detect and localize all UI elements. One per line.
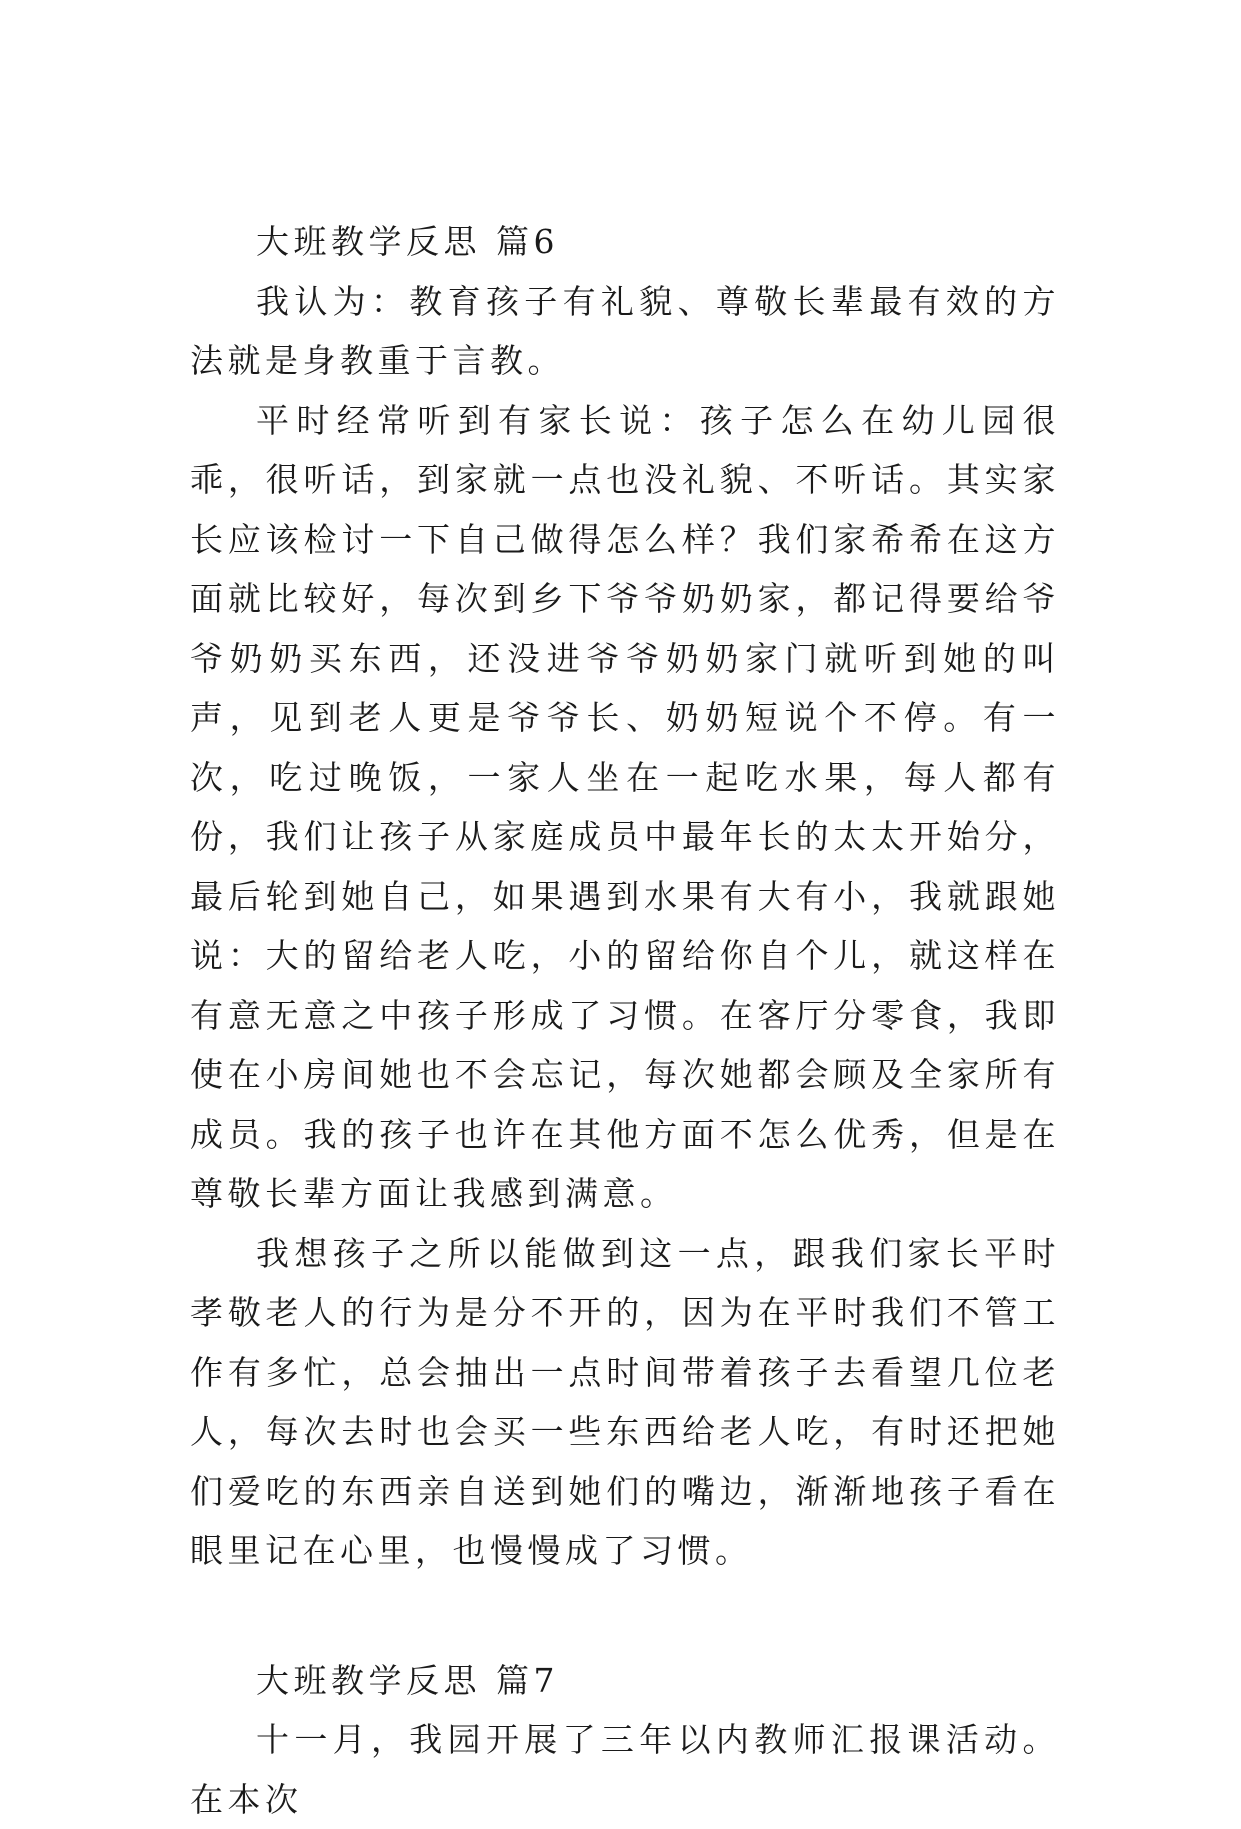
section-heading-7: 大班教学反思 篇7 [256, 1660, 559, 1700]
paragraph: 平时经常听到有家长说：孩子怎么在幼儿园很乖，很听话，到家就一点也没礼貌、不听话。其实家长应该检讨一下自己做得怎么样？我们家希希在这方面就比较好，每次到乡下爷爷奶奶家，都记得要给爷爷奶奶买东西，还没进爷爷奶奶家门就听到她的叫声，见到老人更是爷爷长、奶奶短说个不停。有一次，吃过晚饭，一家人坐在一起吃水果，每人都有份，我们让孩子从家庭成员中最年长的太太开始分，最后轮到她自己，如果遇到水果有大有小，我就跟她说：大的留给老人吃，小的留给你自个儿，就这样在有意无意之中孩子形成了习惯。在客厅分零食，我即使在小房间她也不会忘记，每次她都会顾及全家所有成员。我的孩子也许在其他方面不怎么优秀，但是在尊敬长辈方面让我感到满意。 [190, 400, 1060, 1213]
paragraph: 我想孩子之所以能做到这一点，跟我们家长平时孝敬老人的行为是分不开的，因为在平时我们不管工作有多忙，总会抽出一点时间带着孩子去看望几位老人，每次去时也会买一些东西给老人吃，有时还把她们爱吃的东西亲自送到她们的嘴边，渐渐地孩子看在眼里记在心里，也慢慢成了习惯。 [190, 1233, 1060, 1570]
paragraph: 十一月，我园开展了三年以内教师汇报课活动。在本次 [190, 1720, 1060, 1819]
document-body [190, 212, 1060, 1829]
paragraph: 我认为：教育孩子有礼貌、尊敬长辈最有效的方法就是身教重于言教。 [190, 281, 1060, 380]
section-gap [190, 1581, 1060, 1651]
section-heading-6: 大班教学反思 篇6 [256, 222, 559, 261]
